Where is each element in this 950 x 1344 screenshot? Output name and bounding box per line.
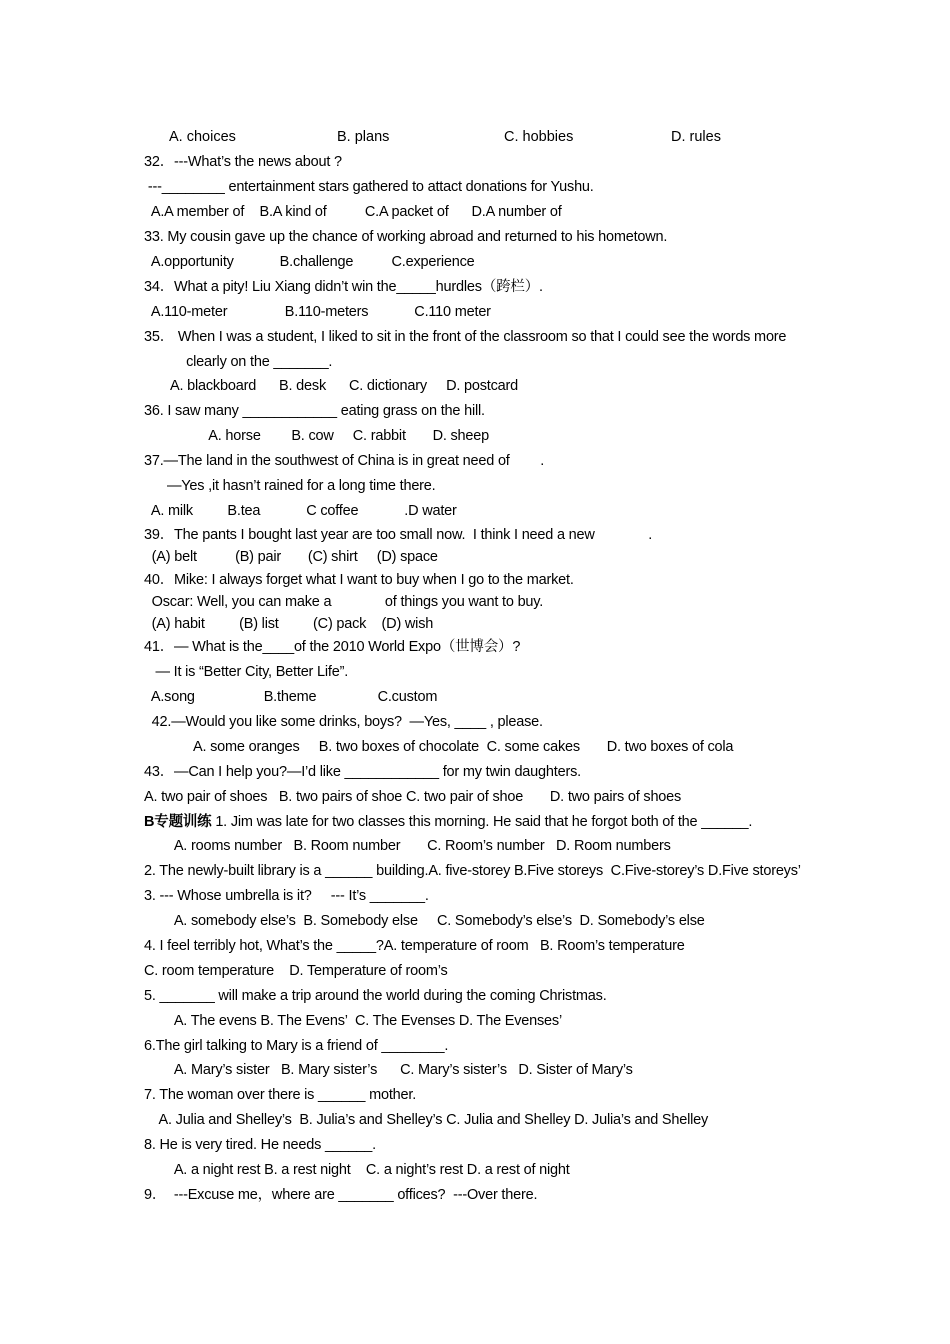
question-43: 43．—Can I help you?—I’d like ____________ for my twin daughters. (144, 764, 581, 780)
question-37-reply: —Yes ,it hasn’t rained for a long time there. (144, 478, 436, 494)
question-33: 33. My cousin gave up the chance of working abroad and returned to his hometown. (144, 229, 668, 245)
section-b-heading: B专题训练 (144, 814, 212, 830)
b-question-2: 2. The newly-built library is a ______ building.A. five-storey B.Five storeys C.Five-storey’s D.Five storeys’ (144, 863, 801, 879)
question-40-reply: Oscar: Well, you can make a of things you want to buy. (144, 594, 544, 610)
question-37-options: A. milk B.tea C coffee .D water (144, 503, 457, 519)
b-question-7-options: A. Julia and Shelley’s B. Julia’s and Shelley’s C. Julia and Shelley D. Julia’s and Shelley (144, 1112, 709, 1128)
question-35: 35． When I was a student, I liked to sit in the front of the classroom so that I could see the words more (144, 329, 787, 345)
question-42-options: A. some oranges B. two boxes of chocolate C. some cakes D. two boxes of cola (144, 739, 734, 755)
question-32-dialogue: ---________ entertainment stars gathered to attact donations for Yushu. (144, 179, 594, 195)
question-41-reply: — It is “Better City, Better Life”. (144, 664, 349, 680)
option-d: D. rules (671, 129, 721, 145)
b-question-7: 7. The woman over there is ______ mother. (144, 1087, 417, 1103)
question-36: 36. I saw many ____________ eating grass on the hill. (144, 403, 485, 419)
question-41-options: A.song B.theme C.custom (144, 689, 438, 705)
b-question-5: 5. _______ will make a trip around the world during the coming Christmas. (144, 988, 607, 1004)
b-question-1-options: A. rooms number B. Room number C. Room’s number D. Room numbers (144, 838, 671, 854)
option-c: C. hobbies (504, 129, 574, 145)
b-question-9: 9． ---Excuse me，where are _______ offices? ---Over there. (144, 1187, 538, 1203)
question-43-options: A. two pair of shoes B. two pairs of shoe C. two pair of shoe D. two pairs of shoes (144, 789, 682, 805)
section-b-question-1: 1. Jim was late for two classes this morning. He said that he forgot both of the ______. (211, 814, 753, 830)
question-42: 42.—Would you like some drinks, boys? —Yes, ____ , please. (144, 714, 543, 730)
question-37: 37.—The land in the southwest of China is in great need of . (144, 453, 545, 469)
b-question-5-options: A. The evens B. The Evens’ C. The Evenses D. The Evenses’ (144, 1013, 562, 1029)
b-question-8: 8. He is very tired. He needs ______. (144, 1137, 376, 1153)
b-question-4-options: C. room temperature D. Temperature of room’s (144, 963, 448, 979)
option-b: B. plans (337, 129, 390, 145)
question-41: 41．— What is the____of the 2010 World Expo（世博会）? (144, 639, 521, 655)
b-question-3-options: A. somebody else’s B. Somebody else C. Somebody’s else’s D. Somebody’s else (144, 913, 705, 929)
b-question-3: 3. --- Whose umbrella is it? --- It’s _______. (144, 888, 429, 904)
question-36-options: A. horse B. cow C. rabbit D. sheep (144, 428, 490, 444)
b-question-8-options: A. a night rest B. a rest night C. a night’s rest D. a rest of night (144, 1162, 570, 1178)
b-question-6-options: A. Mary’s sister B. Mary sister’s C. Mary’s sister’s D. Sister of Mary’s (144, 1062, 633, 1078)
question-34-options: A.110-meter B.110-meters C.110 meter (144, 304, 491, 320)
question-35-continued: clearly on the _______. (144, 354, 333, 370)
question-40-options: (A) habit (B) list (C) pack (D) wish (144, 616, 434, 632)
option-a: A. choices (169, 129, 236, 145)
question-32-options: A.A member of B.A kind of C.A packet of D.A number of (144, 204, 562, 220)
section-b-line (144, 813, 752, 831)
question-40: 40．Mike: I always forget what I want to buy when I go to the market. (144, 572, 574, 588)
question-33-options: A.opportunity B.challenge C.experience (144, 254, 475, 270)
b-question-4: 4. I feel terribly hot, What’s the _____?A. temperature of room B. Room’s temperature (144, 938, 685, 954)
question-39: 39．The pants I bought last year are too small now. I think I need a new . (144, 527, 653, 543)
question-34: 34．What a pity! Liu Xiang didn’t win the_____hurdles（跨栏）. (144, 279, 543, 295)
question-32: 32．---What’s the news about ? (144, 154, 342, 170)
question-35-options: A. blackboard B. desk C. dictionary D. postcard (144, 378, 519, 394)
question-39-options: (A) belt (B) pair (C) shirt (D) space (144, 549, 438, 565)
b-question-6: 6.The girl talking to Mary is a friend of ________. (144, 1038, 449, 1054)
